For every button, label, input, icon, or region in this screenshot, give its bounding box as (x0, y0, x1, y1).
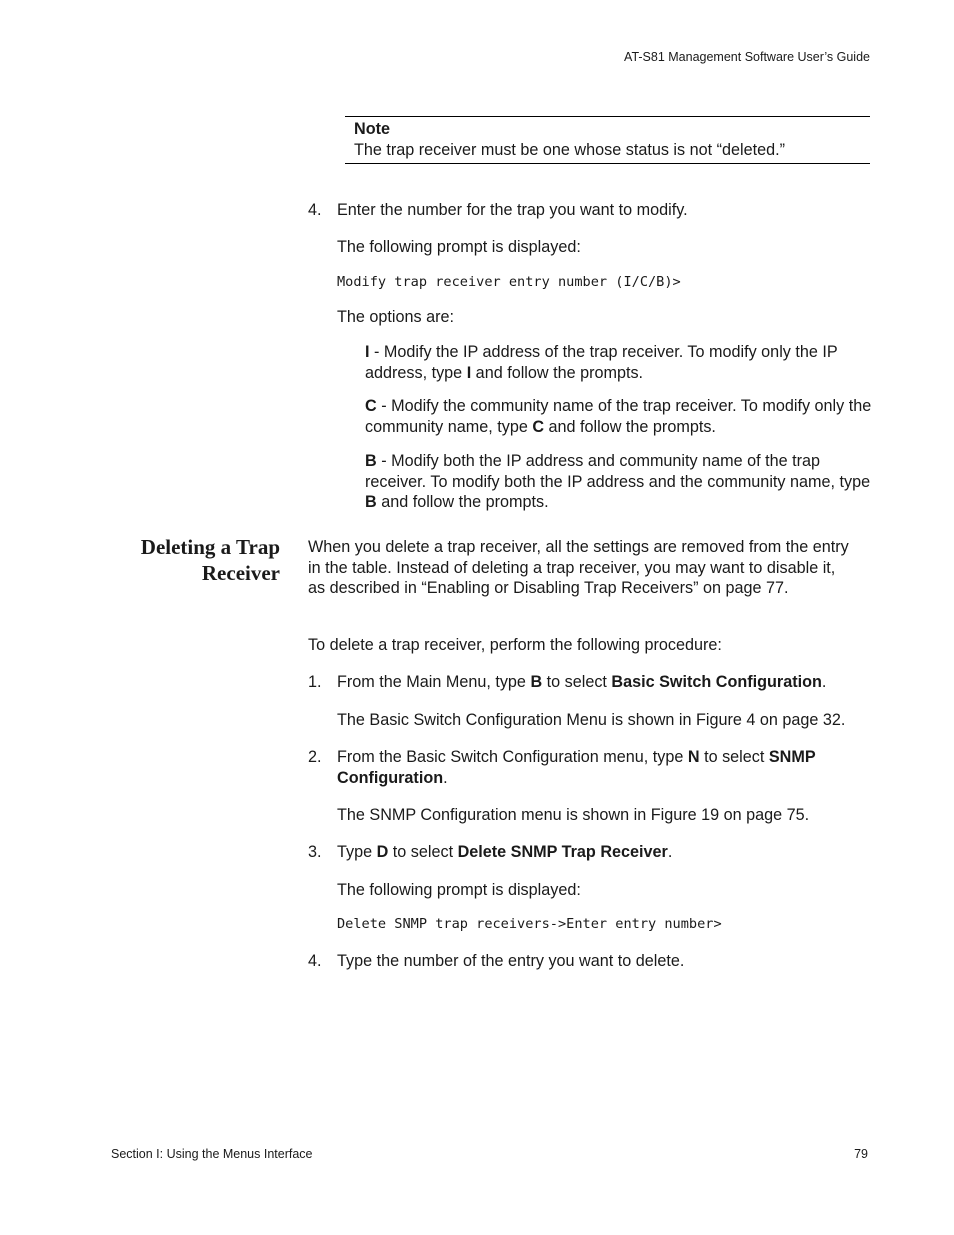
step-result: The SNMP Configuration menu is shown in Figure 19 on page 75. (337, 806, 810, 824)
note-text: The trap receiver must be one whose status is not “deleted.” (354, 141, 785, 159)
option-key: B (365, 452, 377, 470)
option-c: C - Modify the community name of the trap receiver. To modify only the community name, type C and follow the prompts. (365, 397, 872, 436)
step-number: 4. (308, 952, 322, 970)
step-text: Type D to select Delete SNMP Trap Receiver. (337, 843, 673, 861)
option-b: B - Modify both the IP address and community name of the trap receiver. To modify both the IP address and the community name, type B and follow the prompts. (365, 452, 871, 511)
step-text: Enter the number for the trap you want to modify. (337, 201, 688, 219)
step-result: The Basic Switch Configuration Menu is shown in Figure 4 on page 32. (337, 711, 846, 729)
option-key: C (365, 397, 377, 415)
section-heading: Deleting a Trap Receiver (140, 535, 280, 585)
running-header: AT-S81 Management Software User’s Guide (624, 50, 870, 64)
note-label: Note (354, 120, 390, 138)
step-number: 1. (308, 673, 322, 691)
prompt-code: Delete SNMP trap receivers->Enter entry number> (337, 916, 722, 932)
section-intro: When you delete a trap receiver, all the settings are removed from the entry in the table. Instead of deleting a trap receiver, you may want to disable it, as described in “Enabling or Disabling Trap Receivers” on page 77. (308, 538, 849, 597)
option-key: I (365, 343, 370, 361)
page-number: 79 (854, 1147, 868, 1161)
option-i: I - Modify the IP address of the trap receiver. To modify only the IP address, type I and follow the prompts. (365, 343, 838, 382)
step-text: From the Main Menu, type B to select Basic Switch Configuration. (337, 673, 827, 691)
note-bottom-rule (345, 163, 870, 164)
options-intro: The options are: (337, 308, 454, 326)
step-number: 4. (308, 201, 322, 219)
step-text: From the Basic Switch Configuration menu, type N to select SNMP Configuration. (337, 748, 816, 787)
prompt-code: Modify trap receiver entry number (I/C/B)> (337, 274, 681, 290)
prompt-intro: The following prompt is displayed: (337, 881, 581, 899)
procedure-intro: To delete a trap receiver, perform the following procedure: (308, 636, 722, 654)
note-top-rule (345, 116, 870, 117)
footer-section: Section I: Using the Menus Interface (111, 1147, 313, 1161)
step-text: Type the number of the entry you want to delete. (337, 952, 685, 970)
step-number: 3. (308, 843, 322, 861)
prompt-intro: The following prompt is displayed: (337, 238, 581, 256)
step-number: 2. (308, 748, 322, 766)
